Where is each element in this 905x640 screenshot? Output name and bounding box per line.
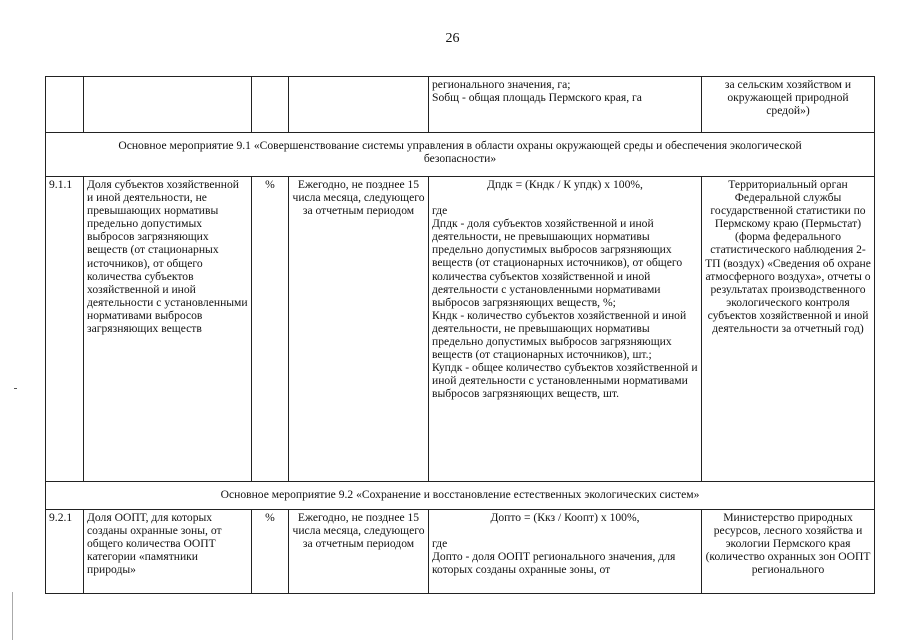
name-cell: Доля ООПТ, для которых созданы охранные зоны, от общего количества ООПТ категории «памятники природы» xyxy=(84,510,252,594)
definition: Допто - доля ООПТ регионального значения, для которых созданы охранные зоны, от xyxy=(432,550,676,577)
formula-line: регионального значения, га; xyxy=(432,78,571,91)
period-cell: Ежегодно, не позднее 15 числа месяца, следующего за отчетным периодом xyxy=(289,510,429,594)
table-row xyxy=(46,177,875,482)
num-cell: 9.1.1 xyxy=(46,177,84,482)
indicator-table xyxy=(45,76,874,594)
source-cell: за сельским хозяйством и окружающей природной средой») xyxy=(702,77,875,133)
formula-cell xyxy=(429,77,702,133)
definition: Кндк - количество субъектов хозяйственной и иной деятельности, не превышающих нормативы предельно допустимых выбросов загрязняющих веществ (от стационарных источников), шт.; xyxy=(432,308,687,362)
definition: Дпдк - доля субъектов хозяйственной и иной деятельности, не превышающих нормативы предельно допустимых выбросов загрязняющих веществ (от стационарных источников), от общего количества субъектов хозяйственной и иной деятельности с установленными нормативами выбросов загрязняющих веществ, %; xyxy=(432,217,683,309)
num-cell: 9.2.1 xyxy=(46,510,84,594)
scan-mark xyxy=(14,388,17,389)
section-row xyxy=(46,133,875,177)
source-cell: Министерство природных ресурсов, лесного хозяйства и экологии Пермского края (количество охранных зон ООПТ регионального xyxy=(702,510,875,594)
unit-cell: % xyxy=(252,177,289,482)
formula: Дпдк = (Кндк / К упдк) х 100%, xyxy=(487,178,643,191)
scan-edge xyxy=(12,592,13,640)
period-cell xyxy=(289,77,429,133)
unit-cell xyxy=(252,77,289,133)
section-row xyxy=(46,482,875,510)
where-label: где xyxy=(432,537,448,551)
name-cell xyxy=(84,77,252,133)
name-cell: Доля субъектов хозяйственной и иной деятельности, не превышающих нормативы предельно допустимых выбросов загрязняющих веществ (от стационарных источников), от общего количества субъектов хозяйственной и иной деятельности с установленными нормативами выбросов загрязняющих веществ xyxy=(84,177,252,482)
section-title-9-2: Основное мероприятие 9.2 «Сохранение и восстановление естественных экологических систем» xyxy=(46,482,875,510)
where-label: где xyxy=(432,204,448,218)
page-number: 26 xyxy=(445,31,460,46)
definition: Купдк - общее количество субъектов хозяйственной и иной деятельности с установленными нормативами выбросов загрязняющих веществ, шт. xyxy=(432,361,698,401)
unit-cell: % xyxy=(252,510,289,594)
formula-cell xyxy=(429,177,702,482)
formula-line: Sобщ - общая площадь Пермского края, га xyxy=(432,91,642,105)
period-cell: Ежегодно, не позднее 15 числа месяца, следующего за отчетным периодом xyxy=(289,177,429,482)
section-title-9-1: Основное мероприятие 9.1 «Совершенствование системы управления в области охраны окружающей среды и обеспечения экологической безопасности» xyxy=(46,133,875,177)
source-cell: Территориальный орган Федеральной службы государственной статистики по Пермскому краю (Пермьстат) (форма федерального статистического наблюдения 2-ТП (воздух) «Сведения об охране атмосферного воздуха», отчеты о результатах производственного экологического контроля субъектов хозяйственной и иной деятельности за отчетный год) xyxy=(702,177,875,482)
formula-cell xyxy=(429,510,702,594)
num-cell xyxy=(46,77,84,133)
formula: Допто = (Ккз / Коопт) х 100%, xyxy=(490,511,640,524)
table-row xyxy=(46,77,875,133)
table-row xyxy=(46,510,875,594)
